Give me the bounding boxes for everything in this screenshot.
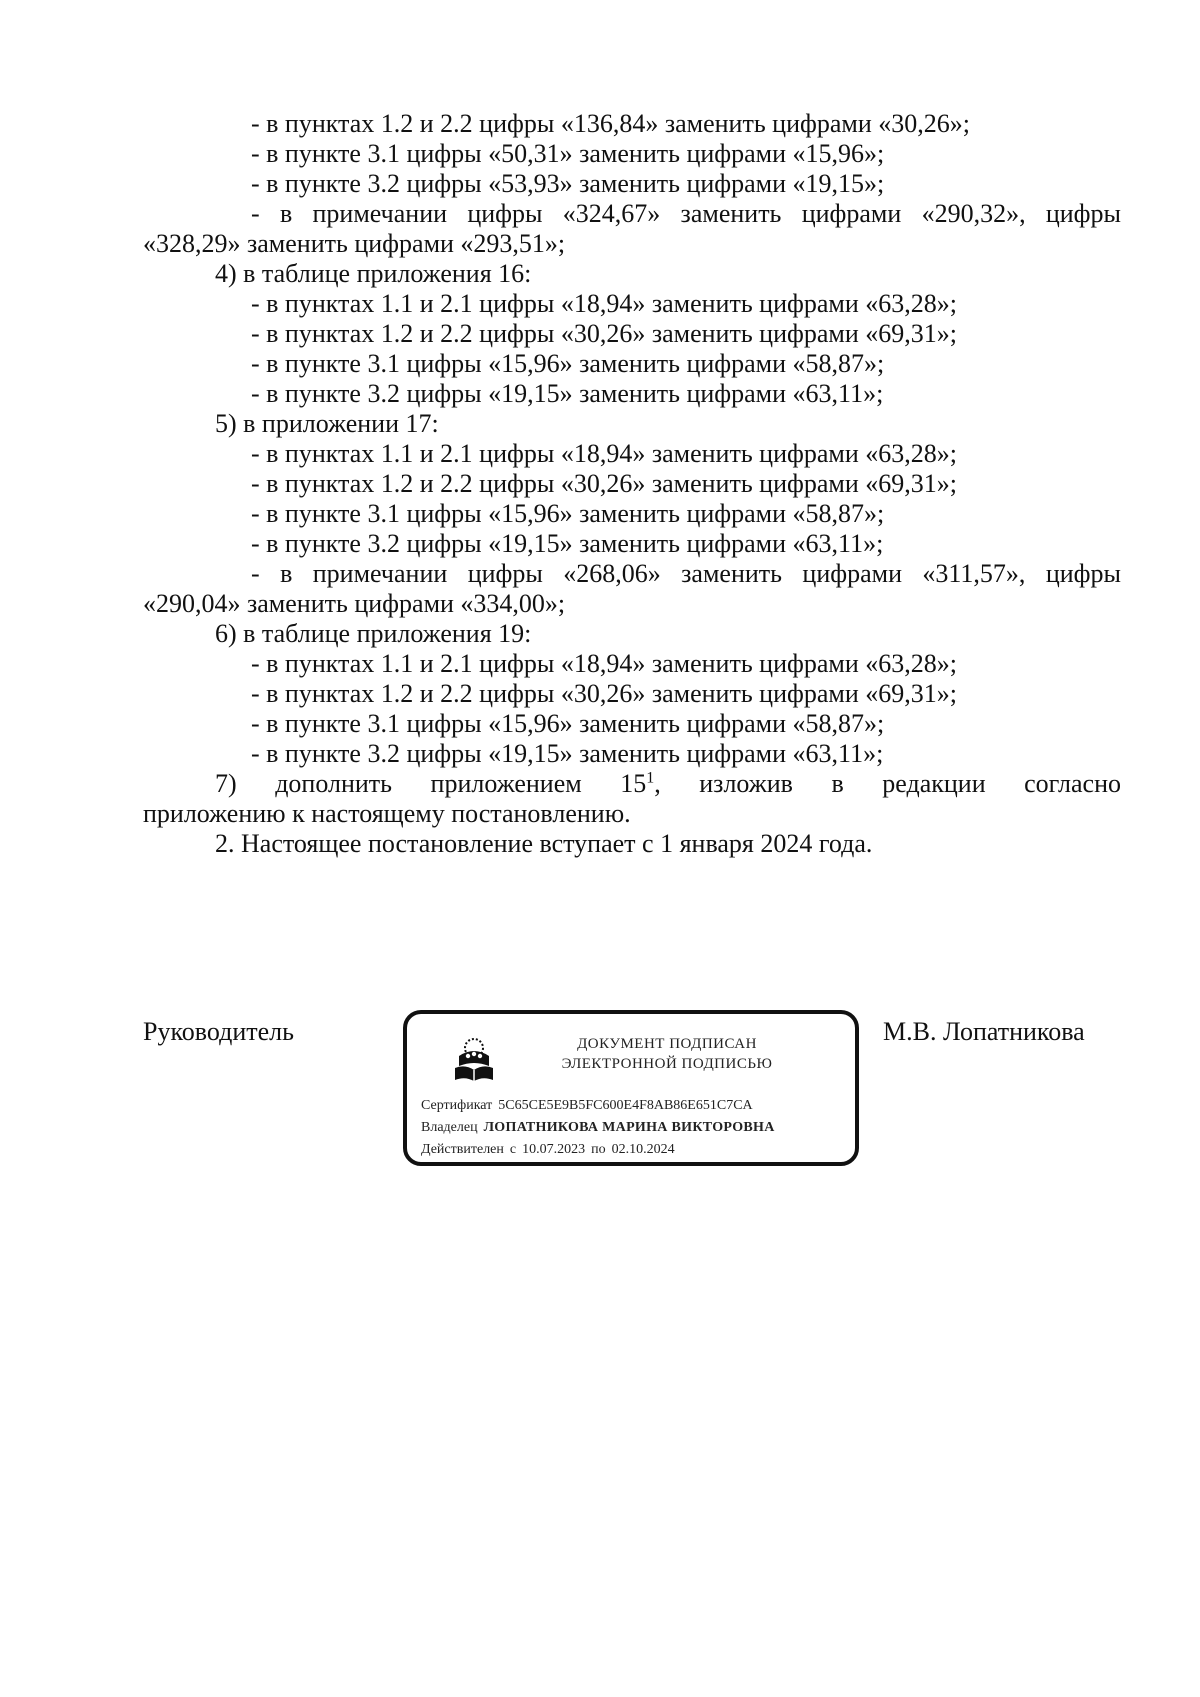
closing-paragraph: 2. Настоящее постановление вступает с 1 января 2024 года. [215, 829, 873, 858]
superscript: 1 [646, 769, 655, 787]
amendment-line: - в пунктах 1.2 и 2.2 цифры «30,26» заменить цифрами «69,31»; [251, 679, 957, 708]
amendment-line: - в пунктах 1.2 и 2.2 цифры «30,26» заменить цифрами «69,31»; [251, 469, 957, 498]
item-text: дополнить приложением 15 [275, 769, 647, 798]
owner-value: ЛОПАТНИКОВА МАРИНА ВИКТОРОВНА [483, 1120, 775, 1135]
valid-to-prefix: по [591, 1142, 606, 1157]
amendment-line: - в пунктах 1.1 и 2.1 цифры «18,94» заменить цифрами «63,28»; [251, 649, 957, 678]
numbered-item-6: 6) в таблице приложения 19: [215, 619, 532, 648]
amendment-line: - в пункте 3.1 цифры «15,96» заменить цифрами «58,87»; [251, 709, 885, 738]
signer-name: М.В. Лопатникова [883, 1017, 1085, 1046]
stamp-validity [421, 1142, 675, 1158]
owner-label: Владелец [421, 1120, 478, 1135]
amendment-line: - в примечании цифры «324,67» заменить цифрами «290,32», цифры [251, 199, 1121, 228]
amendment-line: - в пункте 3.2 цифры «19,15» заменить цифрами «63,11»; [251, 529, 884, 558]
numbered-item-4: 4) в таблице приложения 16: [215, 259, 532, 288]
amendment-line: - в пункте 3.1 цифры «15,96» заменить цифрами «58,87»; [251, 499, 885, 528]
valid-label: Действителен [421, 1142, 504, 1157]
numbered-item-7 [143, 768, 1121, 800]
amendment-line: - в пункте 3.2 цифры «19,15» заменить цифрами «63,11»; [251, 739, 884, 768]
numbered-item-5: 5) в приложении 17: [215, 409, 439, 438]
stamp-heading: ДОКУМЕНТ ПОДПИСАН [577, 1036, 757, 1052]
electronic-signature-stamp [403, 1010, 859, 1166]
item-text-after: , изложив в редакции согласно [654, 769, 1121, 798]
certificate-label: Сертификат [421, 1098, 493, 1113]
amendment-line: - в пункте 3.1 цифры «15,96» заменить цифрами «58,87»; [251, 349, 885, 378]
amendment-line: - в пунктах 1.1 и 2.1 цифры «18,94» заменить цифрами «63,28»; [251, 289, 957, 318]
stamp-certificate [421, 1098, 753, 1114]
item-7-continuation: приложению к настоящему постановлению. [143, 799, 631, 828]
stamp-subheading: ЭЛЕКТРОННОЙ ПОДПИСЬЮ [561, 1056, 773, 1072]
valid-from: 10.07.2023 [522, 1142, 586, 1157]
valid-to: 02.10.2024 [611, 1142, 675, 1157]
stamp-owner [421, 1120, 775, 1136]
amendment-line: - в пунктах 1.2 и 2.2 цифры «136,84» заменить цифрами «30,26»; [251, 109, 970, 138]
item-number: 7) [215, 769, 237, 798]
amendment-line-continuation: «328,29» заменить цифрами «293,51»; [143, 229, 566, 258]
amendment-line: - в пунктах 1.2 и 2.2 цифры «30,26» заменить цифрами «69,31»; [251, 319, 957, 348]
coat-of-arms-icon [449, 1034, 499, 1084]
certificate-value: 5C65CE5E9B5FC600E4F8AB86E651C7CA [498, 1098, 753, 1113]
amendment-line: - в примечании цифры «268,06» заменить цифрами «311,57», цифры [251, 559, 1121, 588]
signer-role: Руководитель [143, 1017, 294, 1046]
amendment-line: - в пункте 3.1 цифры «50,31» заменить цифрами «15,96»; [251, 139, 885, 168]
amendment-line: - в пунктах 1.1 и 2.1 цифры «18,94» заменить цифрами «63,28»; [251, 439, 957, 468]
amendment-line: - в пункте 3.2 цифры «19,15» заменить цифрами «63,11»; [251, 379, 884, 408]
amendment-line: - в пункте 3.2 цифры «53,93» заменить цифрами «19,15»; [251, 169, 885, 198]
valid-from-prefix: с [509, 1142, 517, 1157]
amendment-line-continuation: «290,04» заменить цифрами «334,00»; [143, 589, 566, 618]
